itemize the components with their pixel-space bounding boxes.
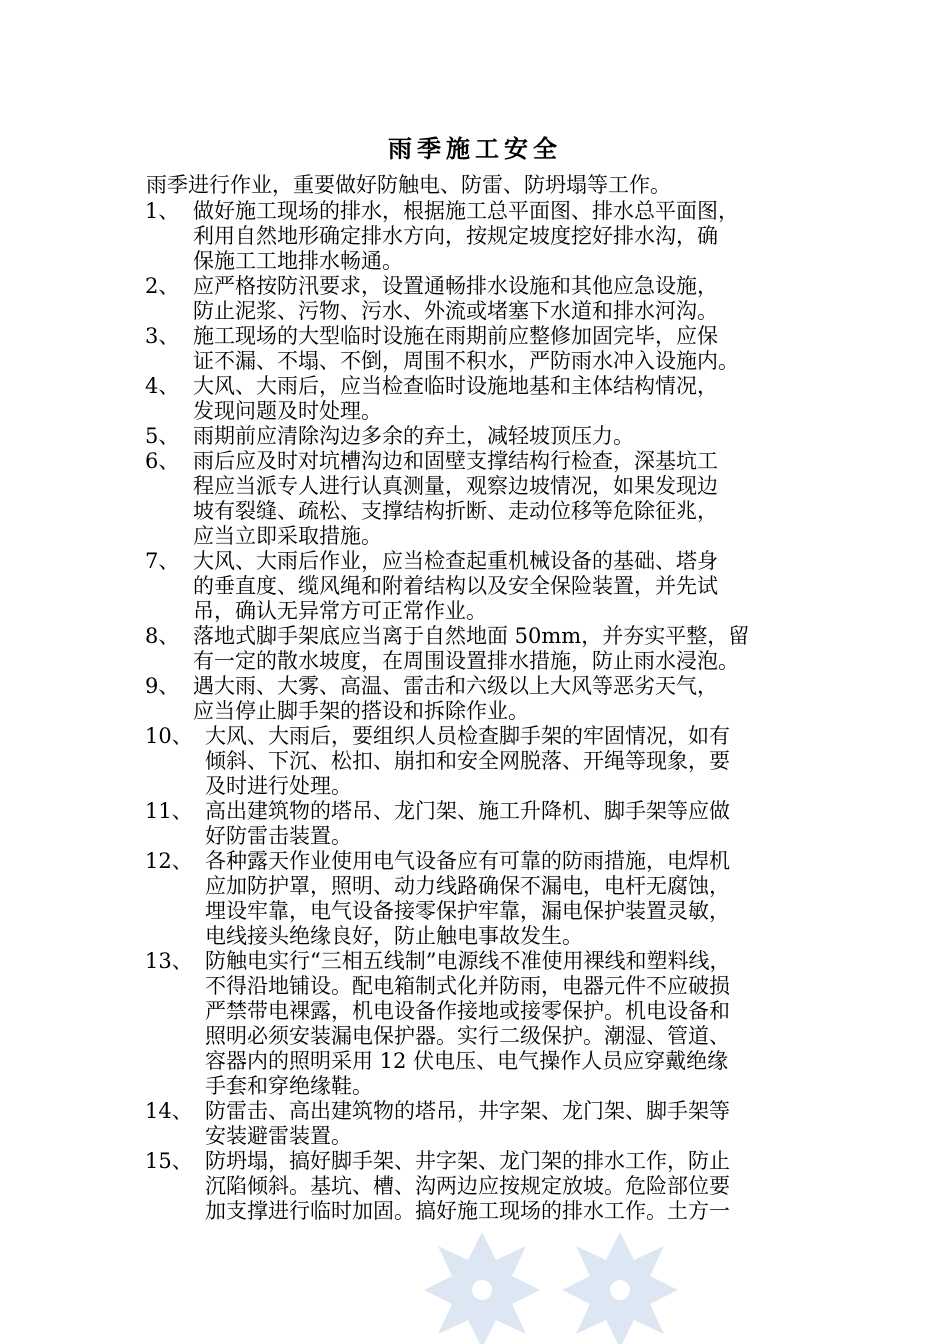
- list-item-number: 2、: [145, 274, 180, 298]
- list-item-text-line: 遇大雨、大雾、高温、雷击和六级以上大风等恶劣天气，: [193, 674, 718, 698]
- intro-paragraph: 雨季进行作业，重要做好防触电、防雷、防坍塌等工作。: [146, 173, 671, 197]
- list-item: [0, 849, 950, 949]
- list-item-text-line: 高出建筑物的塔吊、龙门架、施工升降机、脚手架等应做: [205, 799, 730, 823]
- list-item-text-line: 证不漏、不塌、不倒，周围不积水，严防雨水冲入设施内。: [193, 349, 739, 373]
- list-item-text-line: 坡有裂缝、疏松、支撑结构折断、走动位移等危除征兆，: [193, 499, 718, 523]
- list-item-text-line: 做好施工现场的排水，根据施工总平面图、排水总平面图，: [193, 199, 739, 223]
- list-item-text-line: 手套和穿绝缘鞋。: [205, 1074, 373, 1098]
- list-item-text-line: 安装避雷装置。: [205, 1124, 352, 1148]
- list-item-number: 1、: [145, 199, 180, 223]
- list-item-text-line: 的垂直度、缆风绳和附着结构以及安全保险装置，并先试: [193, 574, 718, 598]
- list-item: [0, 424, 950, 449]
- list-item-text-line: 沉陷倾斜。基坑、槽、沟两边应按规定放坡。危险部位要: [205, 1174, 730, 1198]
- list-item-text-line: 落地式脚手架底应当离于自然地面 50mm，并夯实平整，留: [193, 624, 750, 648]
- list-item-number: 9、: [145, 674, 180, 698]
- list-item-number: 15、: [145, 1149, 193, 1173]
- list-item: [0, 1149, 950, 1224]
- list-item-text-line: 发现问题及时处理。: [193, 399, 382, 423]
- list-item: [0, 549, 950, 624]
- list-item-text-line: 应严格按防汛要求，设置通畅排水设施和其他应急设施，: [193, 274, 718, 298]
- list-item-text-line: 埋设牢靠，电气设备接零保护牢靠，漏电保护装置灵敏，: [205, 899, 730, 923]
- list-item-text-line: 吊，确认无异常方可正常作业。: [193, 599, 487, 623]
- list-item-text-line: 防雷击、高出建筑物的塔吊，井字架、龙门架、脚手架等: [205, 1099, 730, 1123]
- list-item-number: 6、: [145, 449, 180, 473]
- numbered-list: [0, 199, 950, 1224]
- list-item-text-line: 施工现场的大型临时设施在雨期前应整修加固完毕，应保: [193, 324, 718, 348]
- list-item: [0, 324, 950, 374]
- list-item-text-line: 照明必须安装漏电保护器。实行二级保护。潮湿、管道、: [205, 1024, 730, 1048]
- list-item: [0, 1099, 950, 1149]
- list-item-number: 7、: [145, 549, 180, 573]
- list-item-text-line: 不得沿地铺设。配电箱制式化并防雨，电器元件不应破损: [205, 974, 730, 998]
- list-item-number: 14、: [145, 1099, 193, 1123]
- list-item-text-line: 程应当派专人进行认真测量，观察边坡情况，如果发现边: [193, 474, 718, 498]
- list-item-text-line: 大风、大雨后，应当检查临时设施地基和主体结构情况，: [193, 374, 718, 398]
- list-item-text-line: 电线接头绝缘良好，防止触电事故发生。: [205, 924, 583, 948]
- list-item-text-line: 大风、大雨后，要组织人员检查脚手架的牢固情况，如有: [205, 724, 730, 748]
- list-item-number: 10、: [145, 724, 193, 748]
- list-item-number: 8、: [145, 624, 180, 648]
- list-item: [0, 724, 950, 799]
- list-item: [0, 799, 950, 849]
- list-item: [0, 374, 950, 424]
- list-item: [0, 624, 950, 674]
- list-item-text-line: 倾斜、下沉、松扣、崩扣和安全网脱落、开绳等现象，要: [205, 749, 730, 773]
- list-item-text-line: 防坍塌，搞好脚手架、井字架、龙门架的排水工作，防止: [205, 1149, 730, 1173]
- list-item: [0, 274, 950, 324]
- list-item-number: 5、: [145, 424, 180, 448]
- list-item-text-line: 各种露天作业使用电气设备应有可靠的防雨措施，电焊机: [205, 849, 730, 873]
- list-item-text-line: 好防雷击装置。: [205, 824, 352, 848]
- list-item-text-line: 应当立即采取措施。: [193, 524, 382, 548]
- list-item-number: 4、: [145, 374, 180, 398]
- list-item-text-line: 应加防护罩，照明、动力线路确保不漏电，电杆无腐蚀，: [205, 874, 730, 898]
- list-item-number: 13、: [145, 949, 193, 973]
- list-item: [0, 199, 950, 274]
- list-item-text-line: 加支撑进行临时加固。搞好施工现场的排水工作。土方一: [205, 1199, 730, 1223]
- list-item-number: 11、: [145, 799, 193, 823]
- list-item: [0, 674, 950, 724]
- list-item-text-line: 容器内的照明采用 12 伏电压、电气操作人员应穿戴绝缘: [205, 1049, 729, 1073]
- list-item-number: 12、: [145, 849, 193, 873]
- list-item: [0, 949, 950, 1099]
- document-title: 雨季施工安全: [388, 135, 562, 163]
- snowflake-icon: [420, 1228, 680, 1344]
- list-item-text-line: 利用自然地形确定排水方向，按规定坡度挖好排水沟，确: [193, 224, 718, 248]
- list-item-text-line: 防止泥浆、污物、污水、外流或堵塞下水道和排水河沟。: [193, 299, 718, 323]
- list-item-text-line: 防触电实行“三相五线制”电源线不准使用裸线和塑料线，: [205, 949, 731, 973]
- list-item-text-line: 大风、大雨后作业，应当检查起重机械设备的基础、塔身: [193, 549, 718, 573]
- list-item-text-line: 保施工工地排水畅通。: [193, 249, 403, 273]
- list-item-number: 3、: [145, 324, 180, 348]
- list-item-text-line: 应当停止脚手架的搭设和拆除作业。: [193, 699, 529, 723]
- list-item-text-line: 有一定的散水坡度，在周围设置排水措施，防止雨水浸泡。: [193, 649, 739, 673]
- list-item-text-line: 雨期前应清除沟边多余的弃土，减轻坡顶压力。: [193, 424, 634, 448]
- list-item-text-line: 及时进行处理。: [205, 774, 352, 798]
- list-item-text-line: 严禁带电裸露，机电设备作接地或接零保护。机电设备和: [205, 999, 730, 1023]
- list-item-text-line: 雨后应及时对坑槽沟边和固壁支撑结构行检查，深基坑工: [193, 449, 718, 473]
- list-item: [0, 449, 950, 549]
